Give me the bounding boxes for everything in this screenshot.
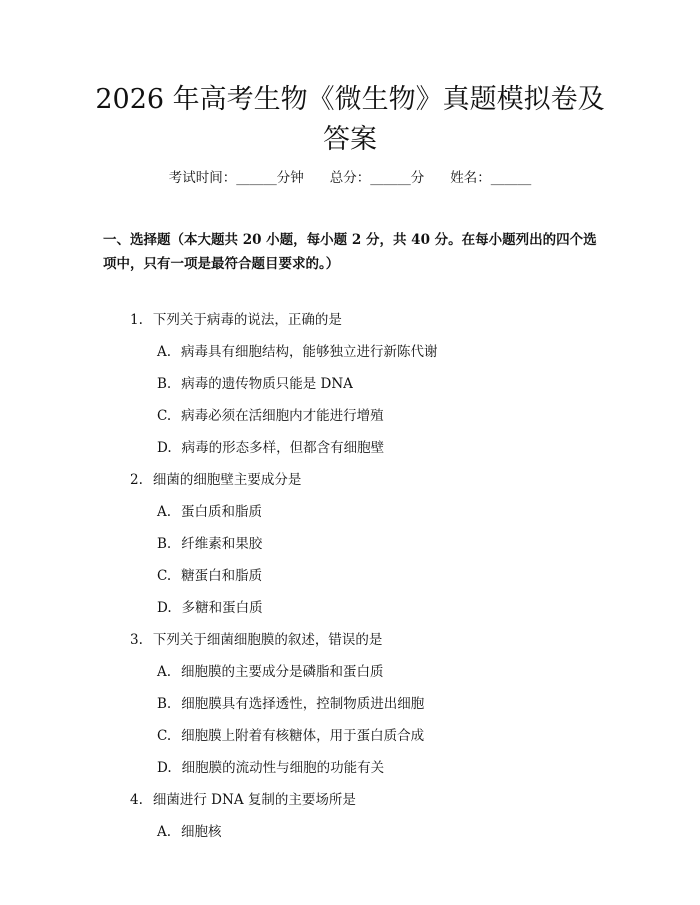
option-text: 多糖和蛋白质 bbox=[181, 600, 263, 616]
question-text: 下列关于细菌细胞膜的叙述，错误的是 bbox=[152, 632, 383, 648]
question-option bbox=[157, 822, 222, 842]
option-text: 蛋白质和脂质 bbox=[181, 504, 263, 520]
option-letter: A. bbox=[157, 824, 172, 840]
question-option bbox=[157, 502, 262, 522]
document-title: 2026 年高考生物《微生物》真题模拟卷及答案 bbox=[95, 84, 605, 155]
option-letter: D. bbox=[157, 760, 172, 776]
option-letter: A. bbox=[157, 504, 172, 520]
option-letter: C. bbox=[157, 408, 172, 424]
question-option bbox=[157, 662, 384, 682]
option-text: 糖蛋白和脂质 bbox=[181, 568, 263, 584]
option-letter: A. bbox=[157, 664, 172, 680]
option-text: 细胞膜上附着有核糖体，用于蛋白质合成 bbox=[181, 728, 425, 744]
option-text: 病毒具有细胞结构，能够独立进行新陈代谢 bbox=[181, 344, 438, 360]
question-number: 4. bbox=[130, 792, 143, 808]
question-text: 细菌的细胞壁主要成分是 bbox=[152, 472, 302, 488]
option-text: 纤维素和果胶 bbox=[181, 536, 263, 552]
question-text: 下列关于病毒的说法，正确的是 bbox=[152, 312, 342, 328]
question-option bbox=[157, 598, 263, 618]
option-letter: D. bbox=[157, 600, 172, 616]
question-stem bbox=[130, 630, 382, 650]
option-text: 病毒必须在活细胞内才能进行增殖 bbox=[181, 408, 384, 424]
option-letter: B. bbox=[157, 536, 172, 552]
option-text: 病毒的遗传物质只能是 DNA bbox=[181, 376, 353, 392]
question-option bbox=[157, 374, 353, 394]
option-text: 细胞膜的流动性与细胞的功能有关 bbox=[181, 760, 385, 776]
total-score-label: 总分：______分 bbox=[329, 170, 425, 186]
question-option bbox=[157, 534, 262, 554]
question-option bbox=[157, 726, 424, 746]
question-stem bbox=[130, 470, 301, 490]
name-label: 姓名：______ bbox=[450, 170, 532, 186]
question-text: 细菌进行 DNA 复制的主要场所是 bbox=[152, 792, 356, 808]
exam-time-label: 考试时间：______分钟 bbox=[168, 170, 304, 186]
option-letter: A. bbox=[157, 344, 172, 360]
option-text: 细胞膜具有选择透性，控制物质进出细胞 bbox=[181, 696, 425, 712]
option-letter: B. bbox=[157, 696, 172, 712]
question-option bbox=[157, 694, 424, 714]
option-text: 细胞核 bbox=[181, 824, 222, 840]
option-letter: B. bbox=[157, 376, 172, 392]
question-option bbox=[157, 758, 384, 778]
question-number: 3. bbox=[130, 632, 143, 648]
question-option bbox=[157, 438, 384, 458]
option-letter: D. bbox=[157, 440, 172, 456]
question-option bbox=[157, 406, 384, 426]
question-option bbox=[157, 566, 262, 586]
question-option bbox=[157, 342, 438, 362]
option-text: 病毒的形态多样，但都含有细胞壁 bbox=[181, 440, 385, 456]
option-letter: C. bbox=[157, 568, 172, 584]
option-letter: C. bbox=[157, 728, 172, 744]
question-stem bbox=[130, 310, 342, 330]
question-number: 2. bbox=[130, 472, 143, 488]
question-stem bbox=[130, 790, 356, 810]
question-number: 1. bbox=[130, 312, 143, 328]
exam-meta bbox=[0, 168, 700, 188]
section-heading: 一、选择题（本大题共 20 小题，每小题 2 分，共 40 分。在每小题列出的四个选项中，只有一项是最符合题目要求的。） bbox=[103, 232, 597, 272]
option-text: 细胞膜的主要成分是磷脂和蛋白质 bbox=[181, 664, 384, 680]
